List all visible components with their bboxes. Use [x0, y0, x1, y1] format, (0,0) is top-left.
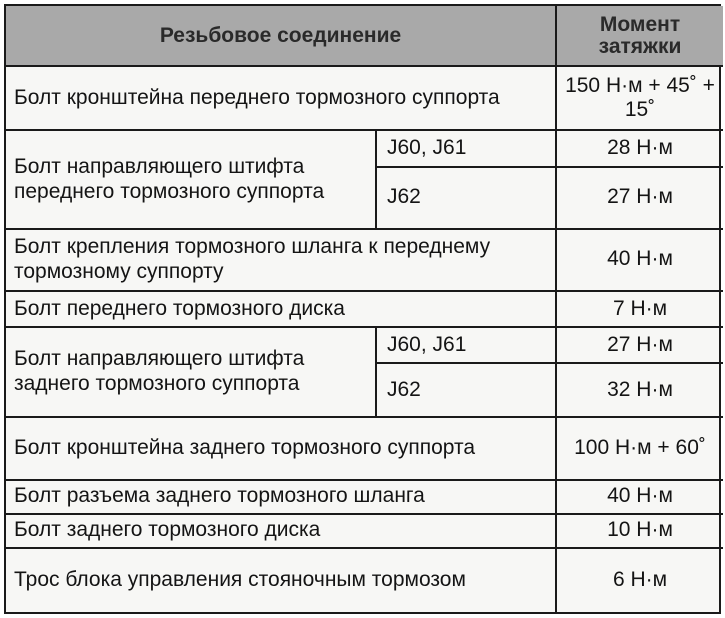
row-description: Болт направляющего штифта переднего тормозного суппорта: [6, 130, 376, 228]
torque-table: [6, 6, 723, 612]
table-row: [6, 480, 723, 514]
row-model: J60, J61: [376, 327, 556, 363]
row-torque: 27 Н·м: [556, 327, 723, 363]
row-description: Болт направляющего штифта заднего тормозного суппорта: [6, 327, 376, 417]
header-torque: [556, 6, 723, 66]
table-row: [6, 66, 723, 130]
row-torque: 27 Н·м: [556, 167, 723, 229]
row-torque: 32 Н·м: [556, 363, 723, 417]
row-description: Болт переднего тормозного диска: [6, 291, 556, 327]
row-description: Болт заднего тормозного диска: [6, 514, 556, 548]
row-torque: 100 Н·м + 60˚: [556, 417, 723, 479]
row-torque: 7 Н·м: [556, 291, 723, 327]
row-model: J62: [376, 167, 556, 229]
row-torque: 6 Н·м: [556, 548, 723, 612]
table-row: [6, 548, 723, 612]
row-torque: 28 Н·м: [556, 130, 723, 166]
row-torque: 150 Н·м + 45˚ + 15˚: [556, 66, 723, 130]
row-torque: 40 Н·м: [556, 229, 723, 291]
table-row: [6, 229, 723, 291]
row-description: Болт кронштейна переднего тормозного суппорта: [6, 66, 556, 130]
table-row: [6, 327, 723, 363]
row-description: Болт кронштейна заднего тормозного суппорта: [6, 417, 556, 479]
table-header-row: [6, 6, 723, 66]
row-description: Трос блока управления стояночным тормозом: [6, 548, 556, 612]
row-torque: 40 Н·м: [556, 480, 723, 514]
table-row: [6, 291, 723, 327]
table-row: [6, 130, 723, 166]
row-description: Болт крепления тормозного шланга к переднему тормозному суппорту: [6, 229, 556, 291]
header-joint: Резьбовое соединение: [6, 6, 556, 66]
row-torque: 10 Н·м: [556, 514, 723, 548]
table-row: [6, 514, 723, 548]
torque-table-frame: [4, 4, 721, 614]
header-torque-line1: Момент: [599, 12, 681, 36]
row-description: Болт разъема заднего тормозного шланга: [6, 480, 556, 514]
table-row: [6, 417, 723, 479]
header-torque-line2: затяжки: [598, 34, 682, 58]
row-model: J62: [376, 363, 556, 417]
row-model: J60, J61: [376, 130, 556, 166]
